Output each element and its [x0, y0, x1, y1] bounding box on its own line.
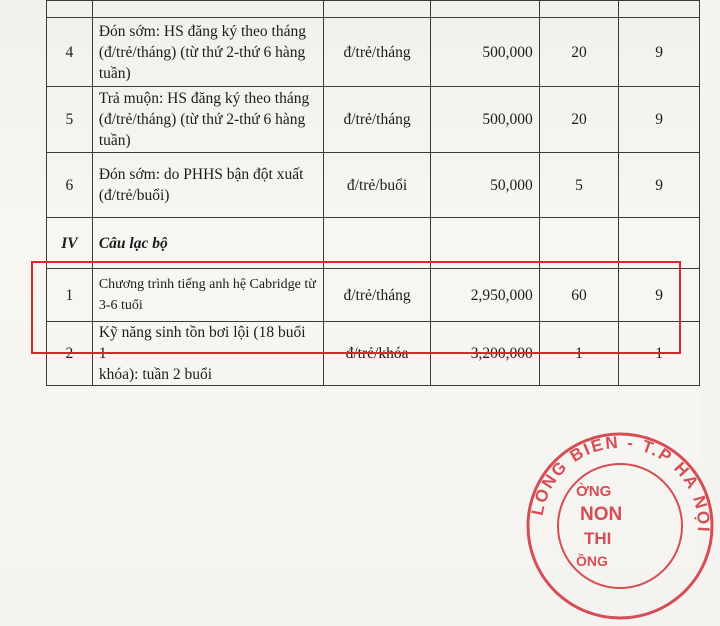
school-seal — [520, 426, 720, 626]
row-quantity-2: 9 — [619, 269, 700, 322]
row-quantity-2: 9 — [619, 153, 700, 218]
row-number: 1 — [47, 269, 93, 322]
seal-inner-line: ỜNG — [576, 483, 612, 500]
table-row — [47, 18, 700, 87]
row-unit: đ/trẻ/buổi — [324, 153, 431, 218]
row-unit: đ/trẻ/khóa — [324, 322, 431, 386]
row-price: 3,200,000 — [431, 322, 540, 386]
seal-inner-line: NON — [580, 504, 623, 525]
row-description: Đón sớm: HS đăng ký theo tháng (đ/trẻ/tháng) (từ thứ 2-thứ 6 hàng tuần) — [92, 18, 323, 87]
row-quantity-2: 9 — [619, 18, 700, 87]
seal-inner-line: THI — [584, 529, 612, 548]
table-row — [47, 87, 700, 153]
section-title: Câu lạc bộ — [92, 218, 323, 269]
row-number: 6 — [47, 153, 93, 218]
row-price: 500,000 — [431, 18, 540, 87]
table-row — [47, 153, 700, 218]
row-quantity-1: 20 — [539, 87, 618, 153]
row-unit: đ/trẻ/tháng — [324, 269, 431, 322]
row-description: Đón sớm: do PHHS bận đột xuất (đ/trẻ/buổi) — [92, 153, 323, 218]
row-description: Kỹ năng sinh tồn bơi lội (18 buổi 1 khóa): tuần 2 buổi — [92, 322, 323, 386]
seal-ring-text: LONG BIÊN - T.P HÀ NỘI — [527, 432, 714, 535]
seal-inner-line: ỒNG — [576, 553, 608, 569]
row-unit: đ/trẻ/tháng — [324, 18, 431, 87]
row-number: 4 — [47, 18, 93, 87]
row-description: Trả muộn: HS đăng ký theo tháng (đ/trẻ/tháng) (từ thứ 2-thứ 6 hàng tuần) — [92, 87, 323, 153]
table-row-cut-top — [47, 1, 700, 18]
section-number: IV — [47, 218, 93, 269]
row-price: 2,950,000 — [431, 269, 540, 322]
row-price: 500,000 — [431, 87, 540, 153]
row-number: 5 — [47, 87, 93, 153]
row-description: Chương trình tiếng anh hệ Cabridge từ 3-6 tuổi — [92, 269, 323, 322]
row-quantity-1: 60 — [539, 269, 618, 322]
row-quantity-2: 9 — [619, 87, 700, 153]
row-quantity-1: 5 — [539, 153, 618, 218]
row-number: 2 — [47, 322, 93, 386]
row-quantity-2: 1 — [619, 322, 700, 386]
row-unit: đ/trẻ/tháng — [324, 87, 431, 153]
row-quantity-1: 20 — [539, 18, 618, 87]
row-quantity-1: 1 — [539, 322, 618, 386]
highlight-box — [31, 261, 681, 354]
row-price: 50,000 — [431, 153, 540, 218]
